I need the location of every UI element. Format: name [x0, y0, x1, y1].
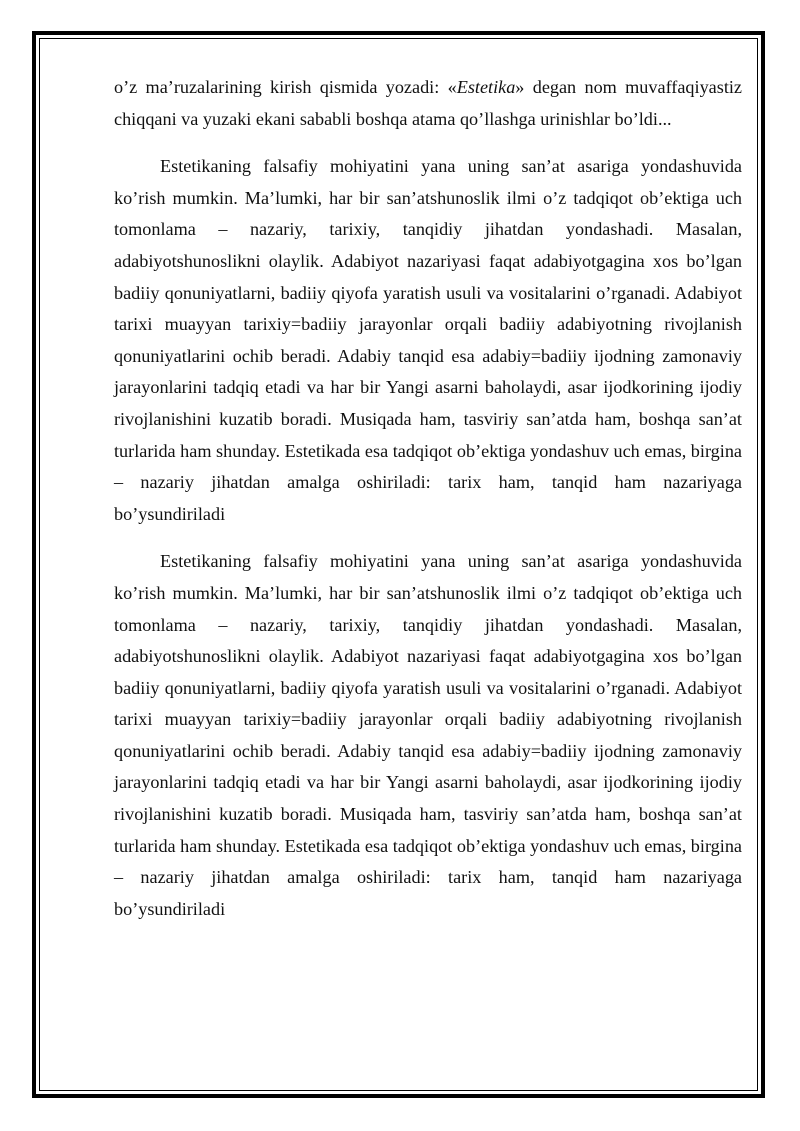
document-body: [114, 72, 742, 925]
paragraph-estetika-2: Estetikaning falsafiy mohiyatini yana uning san’at asariga yondashuvida ko’rish mumkin. Ma’lumki, har bir san’atshunoslik ilmi o’z tadqiqot ob’ektiga uch tomonlama – nazariy, tarixiy, tanqidiy jihatdan yondashadi. Masalan, adabiyotshunoslikni olaylik. Adabiyot nazariyasi faqat adabiyotgagina xos bo’lgan badiiy qonuniyatlarni, badiiy qiyofa yaratish usuli va vositalarini o’rganadi. Adabiyot tarixi muayyan tarixiy=badiiy jarayonlar orqali badiiy adabiyotning rivojlanish qonuniyatlarini ochib beradi. Adabiy tanqid esa adabiy=badiiy ijodning zamonaviy jarayonlarini tadqiq etadi va har bir Yangi asarni baholaydi, asar ijodkorining ijodiy rivojlanishini kuzatib boradi. Musiqada ham, tasviriy san’atda ham, boshqa san’at turlarida ham shunday. Estetikada esa tadqiqot ob’ektiga yondashuv uch emas, birgina – nazariy jihatdan amalga oshiriladi: tarix ham, tanqid ham nazariyaga bo’ysundiriladi: [114, 551, 742, 919]
paragraph-intro-continuation: [114, 72, 742, 135]
paragraph-estetika-1: Estetikaning falsafiy mohiyatini yana uning san’at asariga yondashuvida ko’rish mumkin. Ma’lumki, har bir san’atshunoslik ilmi o’z tadqiqot ob’ektiga uch tomonlama – nazariy, tarixiy, tanqidiy jihatdan yondashadi. Masalan, adabiyotshunoslikni olaylik. Adabiyot nazariyasi faqat adabiyotgagina xos bo’lgan badiiy qonuniyatlarni, badiiy qiyofa yaratish usuli va vositalarini o’rganadi. Adabiyot tarixi muayyan tarixiy=badiiy jarayonlar orqali badiiy adabiyotning rivojlanish qonuniyatlarini ochib beradi. Adabiy tanqid esa adabiy=badiiy ijodning zamonaviy jarayonlarini tadqiq etadi va har bir Yangi asarni baholaydi, asar ijodkorining ijodiy rivojlanishini kuzatib boradi. Musiqada ham, tasviriy san’atda ham, boshqa san’at turlarida ham shunday. Estetikada esa tadqiqot ob’ektiga yondashuv uch emas, birgina – nazariy jihatdan amalga oshiriladi: tarix ham, tanqid ham nazariyaga bo’ysundiriladi: [114, 156, 742, 524]
paragraph-intro-text-before: o’z ma’ruzalarining kirish qismida yozadi: «: [114, 77, 457, 97]
estetika-term: Estetika: [456, 77, 516, 97]
paragraph-intro-text-after: » degan nom muvaffaqiyastiz chiqqani va yuzaki ekani sababli boshqa atama qo’llashga urinishlar bo’ldi...: [114, 77, 742, 129]
